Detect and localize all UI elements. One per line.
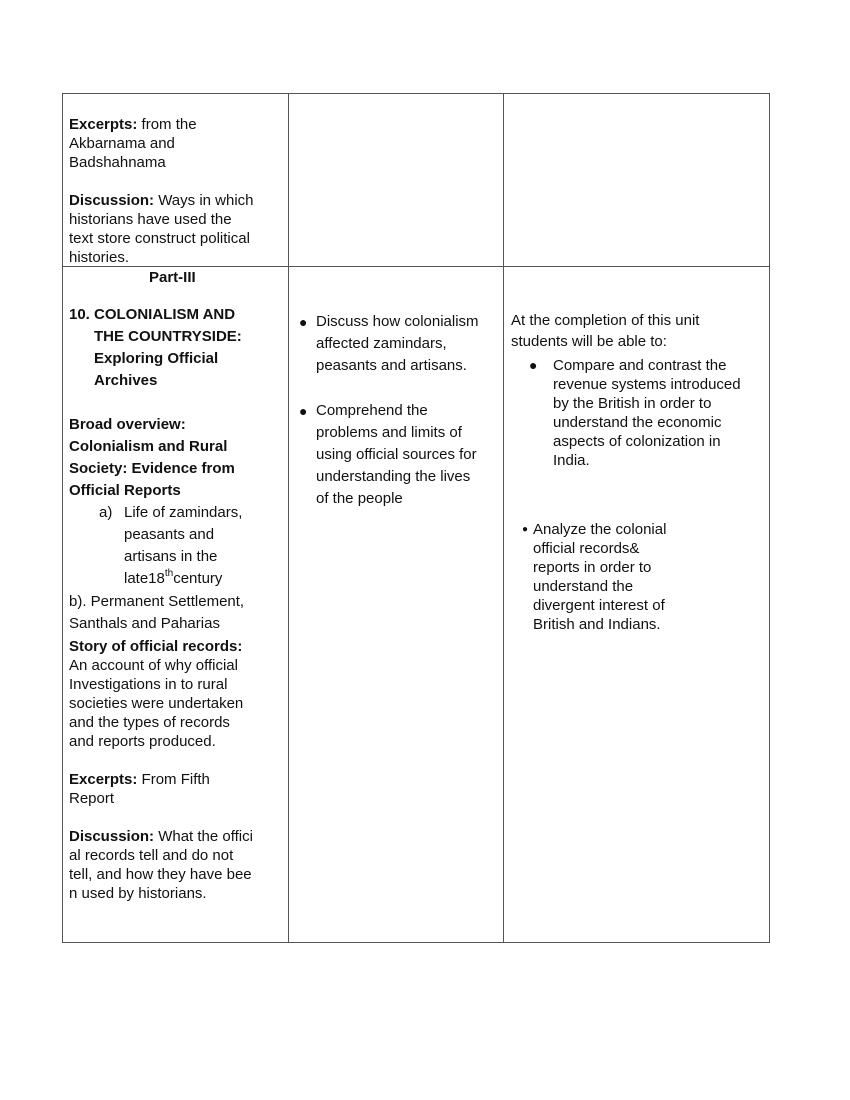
list-item-text: India. bbox=[553, 452, 590, 469]
list-item bbox=[69, 591, 244, 635]
intro-text: students will be able to: bbox=[511, 333, 667, 350]
list-item-text: reports in order to bbox=[533, 559, 652, 576]
row2-col3-cell bbox=[504, 267, 770, 943]
list-item-text: affected zamindars, bbox=[316, 335, 447, 352]
list-item-text: late18 bbox=[124, 570, 165, 587]
discussion-label: Discussion: bbox=[69, 192, 155, 209]
bullet-icon: ● bbox=[299, 403, 308, 419]
discussion-text: historians have used the bbox=[69, 211, 232, 228]
list-item-text: Life of zamindars, bbox=[124, 504, 243, 521]
story-paragraph bbox=[69, 637, 243, 751]
list-item-text: understand the bbox=[533, 578, 634, 595]
list-item-text: understanding the lives bbox=[316, 468, 471, 485]
bullet-icon: ● bbox=[529, 357, 538, 373]
list-item-text: century bbox=[173, 570, 223, 587]
excerpts-text: Badshahnama bbox=[69, 154, 166, 171]
list-item-text: divergent interest of bbox=[533, 597, 665, 614]
chapter-title: COLONIALISM AND bbox=[94, 306, 236, 323]
list-item bbox=[522, 520, 667, 634]
story-label: Story of official records: bbox=[69, 638, 243, 655]
list-item-text: Compare and contrast the bbox=[553, 357, 727, 374]
excerpts-paragraph bbox=[69, 770, 210, 808]
row1-col3-cell bbox=[504, 94, 770, 267]
intro-text: At the completion of this unit bbox=[511, 312, 700, 329]
list-item-text: using official sources for bbox=[316, 446, 477, 463]
excerpts-text: Report bbox=[69, 790, 115, 807]
list-item bbox=[99, 502, 243, 587]
discussion-text: n used by historians. bbox=[69, 885, 207, 902]
objectives-intro bbox=[511, 310, 699, 352]
discussion-text: al records tell and do not bbox=[69, 847, 234, 864]
row1-col2-cell bbox=[289, 94, 504, 267]
superscript: th bbox=[164, 568, 174, 579]
bullet-icon: ● bbox=[299, 314, 308, 330]
story-text: Investigations in to rural bbox=[69, 676, 228, 693]
list-item-text: Comprehend the bbox=[316, 402, 428, 419]
chapter-title: THE COUNTRYSIDE: bbox=[94, 328, 242, 345]
discussion-text: Ways in which bbox=[158, 192, 254, 209]
list-item-text: problems and limits of bbox=[316, 424, 462, 441]
table-row bbox=[63, 267, 770, 943]
list-item-text: peasants and artisans. bbox=[316, 357, 467, 374]
list-item bbox=[299, 311, 479, 377]
list-item-text: revenue systems introduced bbox=[553, 376, 741, 393]
row1-col1-cell bbox=[63, 94, 289, 267]
row2-col1-cell bbox=[63, 267, 289, 943]
story-text: and reports produced. bbox=[69, 733, 216, 750]
discussion-text: histories. bbox=[69, 249, 130, 266]
part-heading: Part-III bbox=[149, 269, 196, 286]
list-item-text: artisans in the bbox=[124, 548, 218, 565]
chapter-title: Archives bbox=[94, 372, 158, 389]
list-item-text: aspects of colonization in bbox=[553, 433, 721, 450]
chapter-heading bbox=[69, 304, 269, 392]
list-item-text: understand the economic bbox=[553, 414, 722, 431]
table-row bbox=[63, 94, 770, 267]
excerpts-text: From Fifth bbox=[141, 771, 210, 788]
discussion-paragraph bbox=[69, 827, 253, 903]
discussion-text: text store construct political bbox=[69, 230, 250, 247]
excerpts-text: from the bbox=[141, 116, 197, 133]
list-item-text: official records& bbox=[533, 540, 640, 557]
list-item-text: Analyze the colonial bbox=[533, 521, 667, 538]
list-item-text: of the people bbox=[316, 490, 403, 507]
story-text: societies were undertaken bbox=[69, 695, 244, 712]
list-item bbox=[529, 356, 741, 470]
discussion-label: Discussion: bbox=[69, 828, 155, 845]
overview-text: Broad overview: bbox=[69, 416, 186, 433]
bullet-icon: ● bbox=[522, 524, 529, 535]
list-item-text: Santhals and Paharias bbox=[69, 615, 220, 632]
story-text: and the types of records bbox=[69, 714, 230, 731]
story-text: An account of why official bbox=[69, 657, 238, 674]
overview-text: Colonialism and Rural bbox=[69, 438, 228, 455]
overview-text: Society: Evidence from bbox=[69, 460, 235, 477]
excerpts-paragraph bbox=[69, 115, 197, 172]
discussion-text: tell, and how they have bee bbox=[69, 866, 252, 883]
discussion-paragraph bbox=[69, 191, 254, 267]
excerpts-label: Excerpts: bbox=[69, 771, 138, 788]
list-item-text: by the British in order to bbox=[553, 395, 712, 412]
chapter-title: Exploring Official bbox=[94, 350, 219, 367]
overview-text: Official Reports bbox=[69, 482, 181, 499]
list-item-text: British and Indians. bbox=[533, 616, 661, 633]
chapter-number: 10. bbox=[69, 306, 90, 323]
discussion-text: What the offici bbox=[158, 828, 253, 845]
row2-col2-cell bbox=[289, 267, 504, 943]
syllabus-table bbox=[62, 93, 770, 943]
list-item-text: peasants and bbox=[124, 526, 215, 543]
list-item-text: b). Permanent Settlement, bbox=[69, 593, 245, 610]
list-item bbox=[299, 400, 477, 510]
list-item-text: Discuss how colonialism bbox=[316, 313, 479, 330]
list-marker: a) bbox=[99, 504, 113, 521]
overview-heading bbox=[69, 414, 235, 502]
excerpts-text: Akbarnama and bbox=[69, 135, 175, 152]
excerpts-label: Excerpts: bbox=[69, 116, 138, 133]
